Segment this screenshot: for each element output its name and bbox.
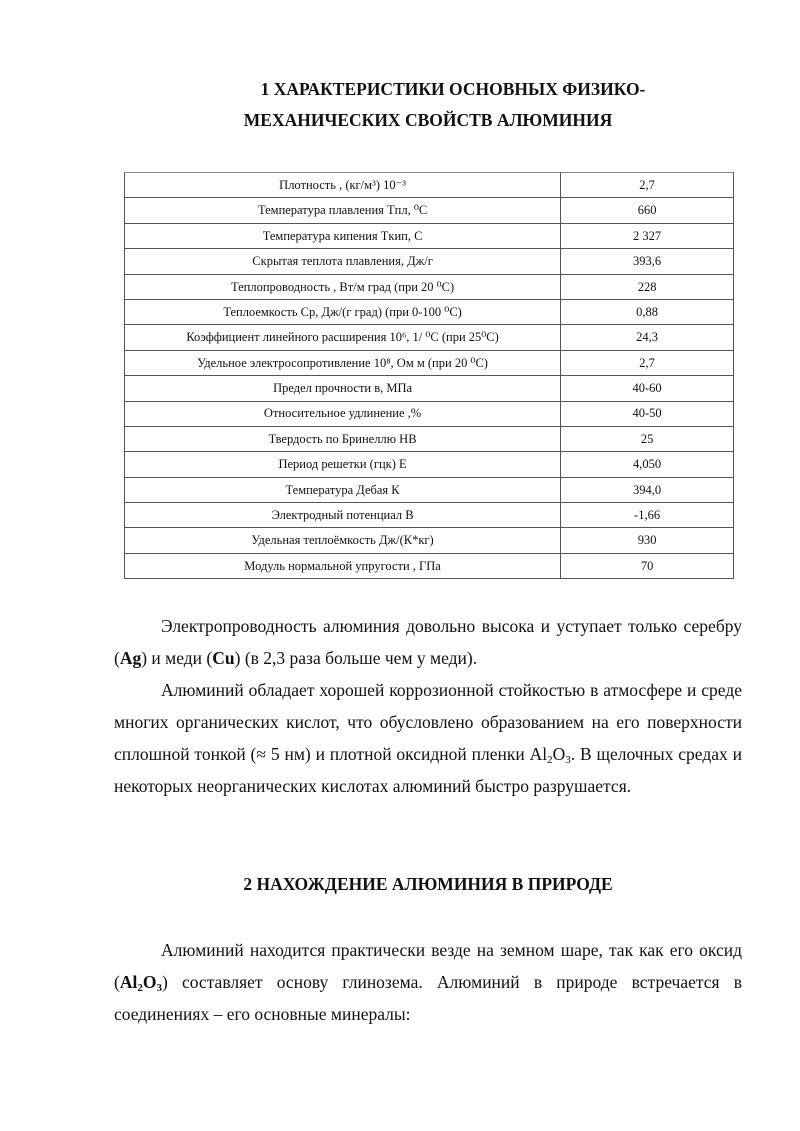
property-value-cell: 70	[561, 553, 734, 578]
property-name-cell: Коэффициент линейного расширения 10⁶, 1/ ⁰С (при 25⁰С)	[125, 325, 561, 350]
property-value-cell: 228	[561, 274, 734, 299]
property-value-cell: 40-60	[561, 376, 734, 401]
property-name-cell: Удельная теплоёмкость Дж/(К*кг)	[125, 528, 561, 553]
table-row	[125, 528, 734, 553]
paragraph-corrosion: Алюминий обладает хорошей коррозионной стойкостью в атмосфере и среде многих органических кислот, что обусловлено образованием на его поверхности сплошной тонкой (≈ 5 нм) и плотной оксидной пленки $Al_2O_3$. В щелочных средах и некоторых неорганических кислотах алюминий быстро разрушается.	[114, 680, 742, 796]
property-name-cell: Электродный потенциал В	[125, 503, 561, 528]
property-value-cell: -1,66	[561, 503, 734, 528]
table-row	[125, 350, 734, 375]
property-value-cell: 930	[561, 528, 734, 553]
property-value-cell: 25	[561, 426, 734, 451]
property-name-cell: Теплоемкость Cp, Дж/(г град) (при 0-100 ⁰С)	[125, 299, 561, 324]
properties-table	[124, 172, 734, 579]
section-2-title: 2 НАХОЖДЕНИЕ АЛЮМИНИЯ В ПРИРОДЕ	[243, 874, 613, 894]
table-row	[125, 376, 734, 401]
table-row	[125, 553, 734, 578]
paragraph-occurrence: Алюминий находится практически везде на земном шаре, так как его оксид $(Al_2O_3)$ составляет основу глинозема. Алюминий в природе встречается в соединениях – его основные минералы:	[114, 940, 742, 1024]
table-row	[125, 299, 734, 324]
property-value-cell: 4,050	[561, 452, 734, 477]
property-name-cell: Температура кипения Tкип, С	[125, 223, 561, 248]
property-name-cell: Температура плавления Tпл, ⁰С	[125, 198, 561, 223]
table-row	[125, 477, 734, 502]
property-name-cell: Период решетки (гцк) Е	[125, 452, 561, 477]
property-name-cell: Теплопроводность , Вт/м град (при 20 ⁰С)	[125, 274, 561, 299]
table-row	[125, 249, 734, 274]
table-row	[125, 223, 734, 248]
property-value-cell: 660	[561, 198, 734, 223]
property-name-cell: Удельное электросопротивление 10⁸, Ом м (при 20 ⁰С)	[125, 350, 561, 375]
property-value-cell: 0,88	[561, 299, 734, 324]
table-row	[125, 503, 734, 528]
property-name-cell: Модуль нормальной упругости , ГПа	[125, 553, 561, 578]
property-name-cell: Температура Дебая К	[125, 477, 561, 502]
section-1-title-line-2: МЕХАНИЧЕСКИХ СВОЙСТВ АЛЮМИНИЯ	[243, 110, 613, 130]
property-name-cell: Скрытая теплота плавления, Дж/г	[125, 249, 561, 274]
table-row	[125, 452, 734, 477]
table-row	[125, 426, 734, 451]
table-row	[125, 173, 734, 198]
table-row	[125, 274, 734, 299]
property-value-cell: 2,7	[561, 173, 734, 198]
property-value-cell: 393,6	[561, 249, 734, 274]
table-row	[125, 401, 734, 426]
paragraph-conductivity: Электропроводность алюминия довольно высока и уступает только серебру (Ag) и меди (Cu) (в 2,3 раза больше чем у меди).	[114, 616, 742, 668]
property-name-cell: Твердость по Бринеллю НВ	[125, 426, 561, 451]
property-name-cell: Плотность , (кг/м³) 10⁻³	[125, 173, 561, 198]
property-name-cell: Предел прочности в, МПа	[125, 376, 561, 401]
section-1-title-line-1: 1 ХАРАКТЕРИСТИКИ ОСНОВНЫХ ФИЗИКО-	[260, 79, 646, 99]
property-value-cell: 2,7	[561, 350, 734, 375]
property-value-cell: 2 327	[561, 223, 734, 248]
table-row	[125, 325, 734, 350]
property-name-cell: Относительное удлинение ,%	[125, 401, 561, 426]
property-value-cell: 394,0	[561, 477, 734, 502]
table-row	[125, 198, 734, 223]
property-value-cell: 24,3	[561, 325, 734, 350]
property-value-cell: 40-50	[561, 401, 734, 426]
